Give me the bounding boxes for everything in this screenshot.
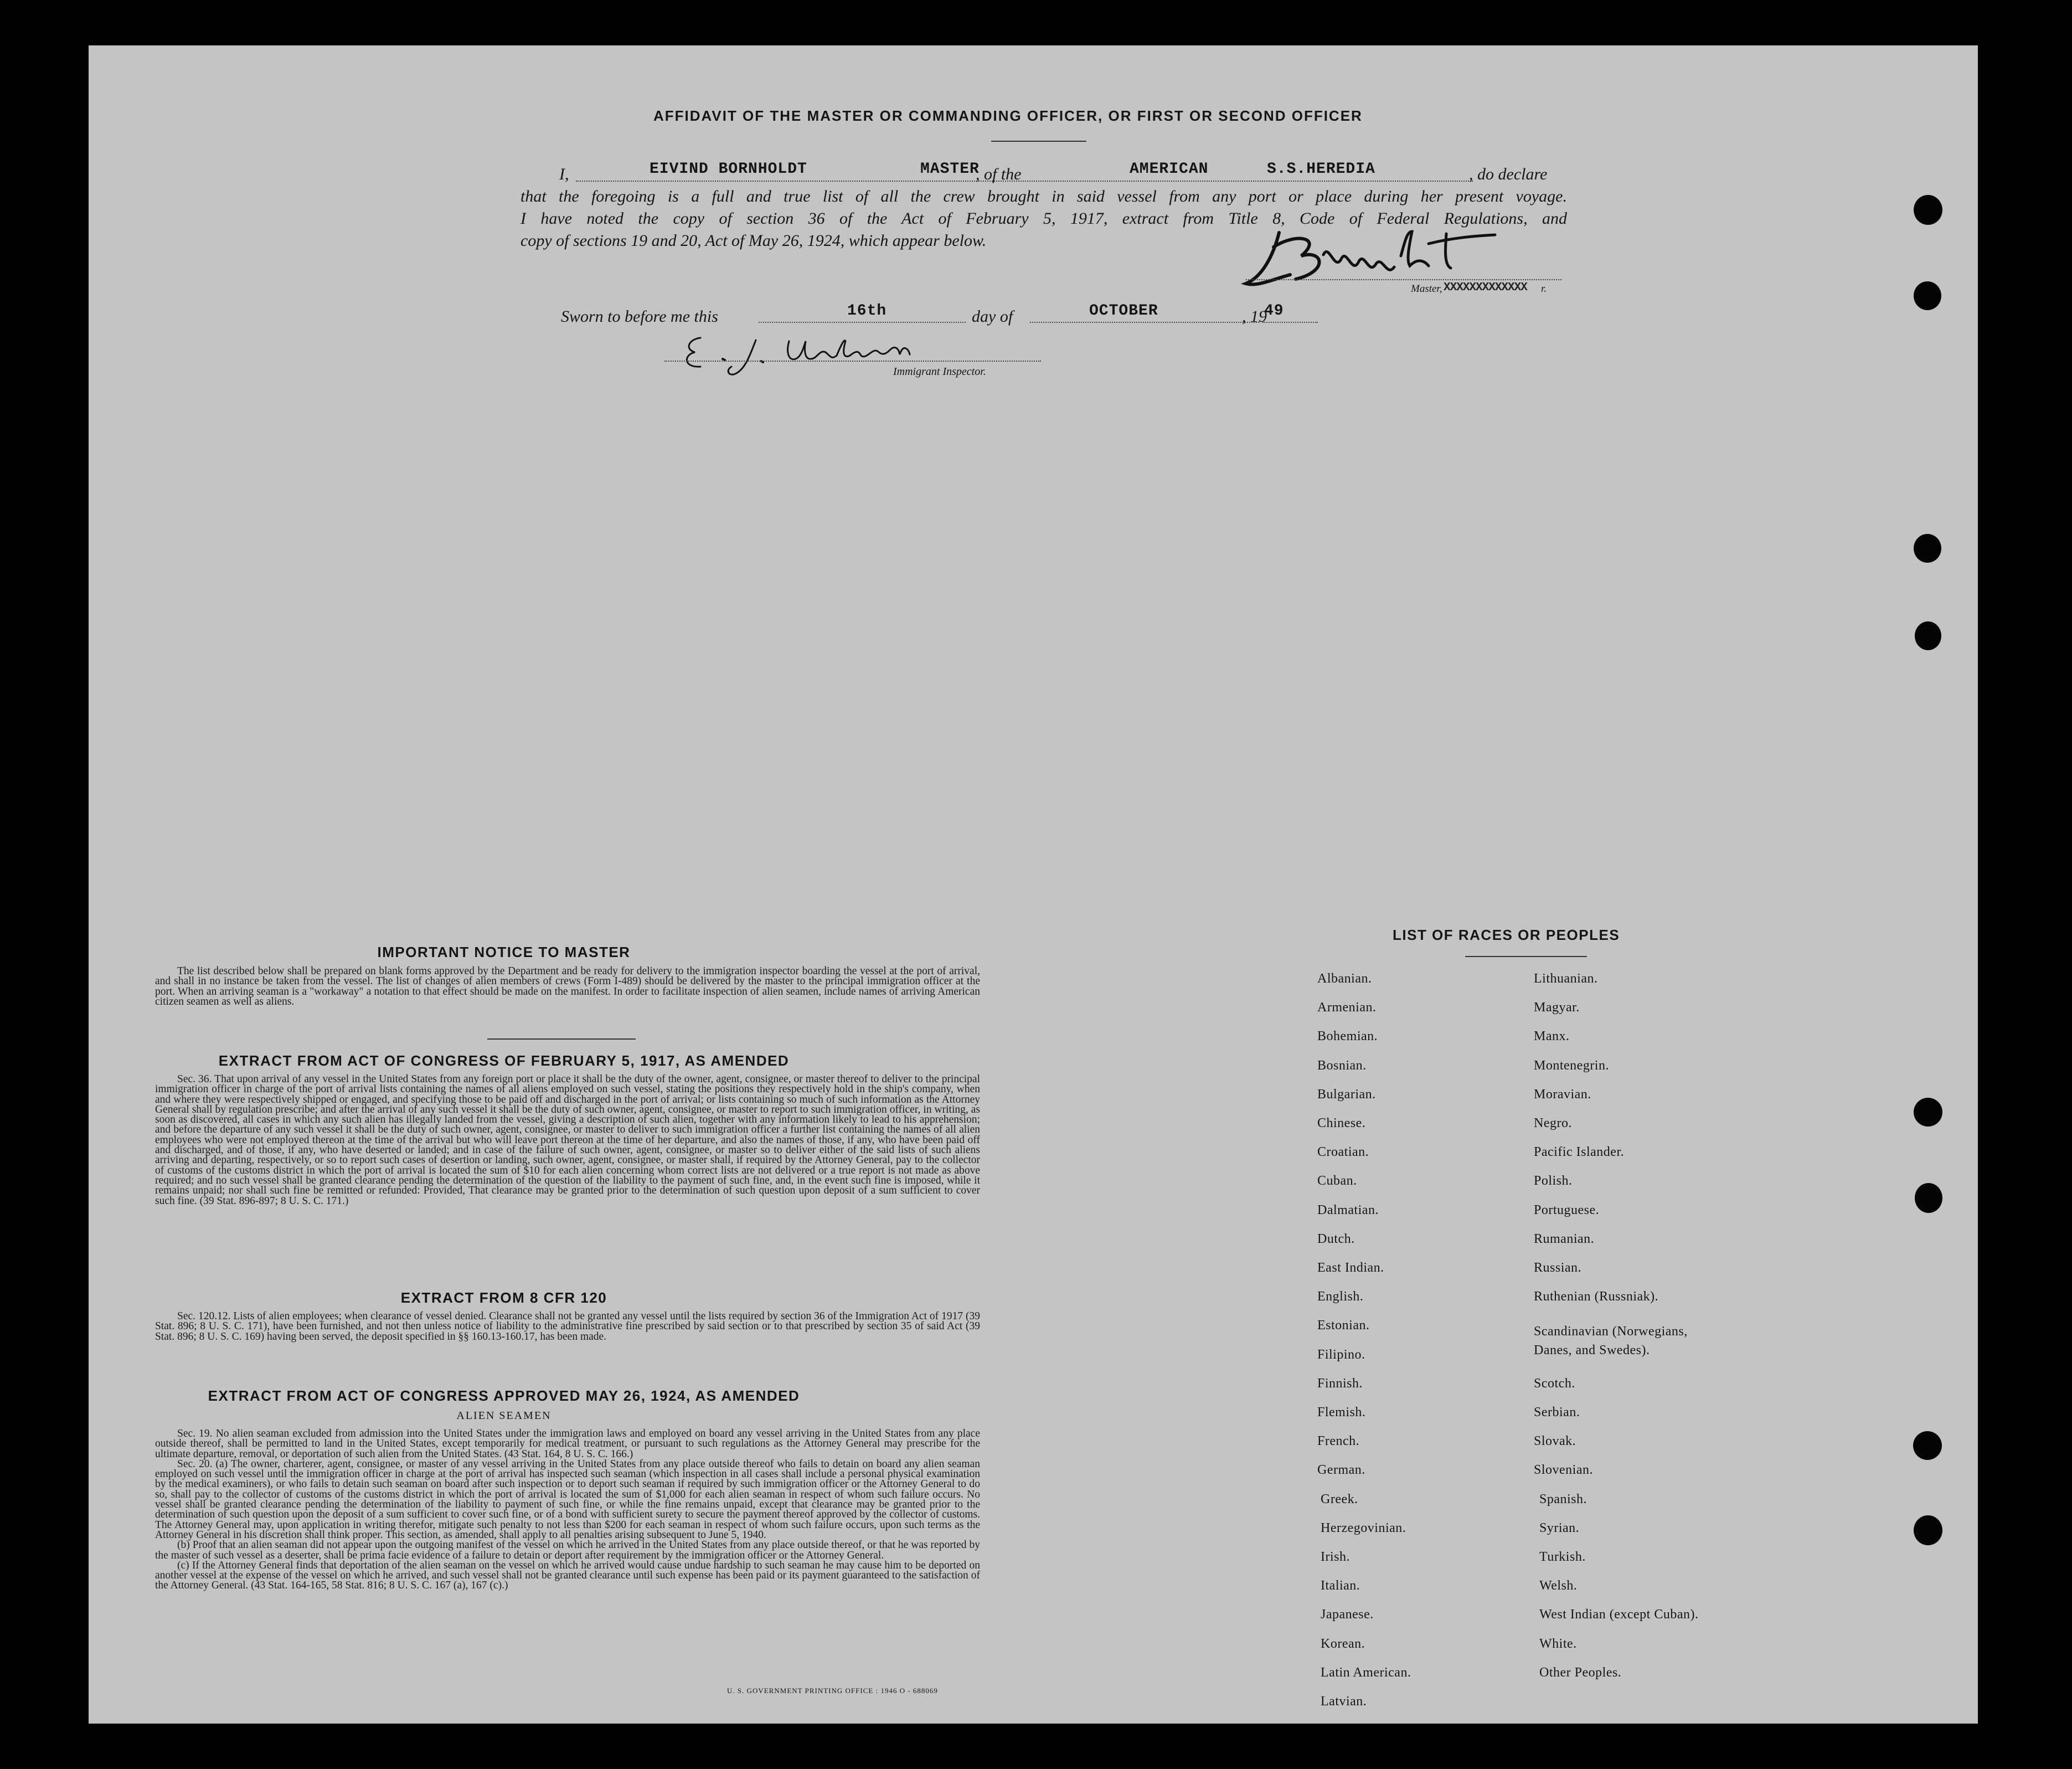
race-item: Finnish.: [1317, 1376, 1363, 1391]
race-item: Cuban.: [1317, 1174, 1357, 1188]
section-19-paragraph: Sec. 19. No alien seaman excluded from admission into the United States under the immigration laws and employed on board any vessel arriving in the United States from any place outside thereof, shall be permitted to land in the United States, except temporarily for medical treatment, or pursuant to such regulations as the Attorney General may prescribe for the ultimate departure, removal, or deportation of such alien from the United States. (43 Stat. 164, 8 U. S. C. 166.): [155, 1428, 980, 1460]
printing-office-imprint: U. S. GOVERNMENT PRINTING OFFICE : 1946 O - 688069: [727, 1686, 938, 1695]
race-item: Albanian.: [1317, 971, 1372, 986]
race-item: Pacific Islander.: [1534, 1145, 1625, 1159]
race-item: West Indian (except Cuban).: [1539, 1607, 1699, 1622]
race-item: Other Peoples.: [1539, 1665, 1622, 1680]
race-item: Lithuanian.: [1534, 971, 1598, 986]
notice-paragraph: The list described below shall be prepared on blank forms approved by the Department and be ready for delivery to the immigration inspector boarding the vessel at the port of arrival, and shall in no instance be taken from the vessel. The list of changes of alien members of crews (Form I-489) should be delivered by the master to the principal immigration officer at the port. When an arriving seaman is a "workaway" a notation to that effect should be made on the manifest. In order to facilitate inspection of alien seamen, include names of arriving American citizen seamen as well as aliens.: [155, 965, 980, 1007]
race-item: Flemish.: [1317, 1405, 1366, 1420]
inspector-label: Immigrant Inspector.: [893, 366, 986, 378]
extract-1924-text: [155, 1429, 980, 1591]
section-20a-paragraph: Sec. 20. (a) The owner, charterer, agent, consignee, or master of any vessel arriving in the United States from any place outside thereof who fails to detain on board any alien seaman employed on such vessel until the immigration officer in charge at the port of arrival has inspected such seaman (which inspection in all cases shall include a personal physical examination by the medical examiners), or who fails to detain such seaman on board after such inspection or to deport such seaman if required by such immigration officer or the Attorney General to do so, shall pay to the collector of customs of the customs district in which the port of arrival is located the sum of $1,000 for each alien seaman in respect of whom such failure occurs. No vessel shall be granted clearance pending the determination of the liability to payment of such fine, or while the fine remains unpaid, except that clearance may be granted prior to the determination of such question upon the deposit of a sum sufficient to cover such fine, or of a bond with sufficient surety to secure the payment thereof approved by the collector of customs. The Attorney General may, upon application in writing therefor, mitigate such penalty to not less than $200 for each seaman in respect of whom such failure occurs, upon such terms as the Attorney General in his discretion shall think proper. This section, as amended, shall apply to all penalties arising subsequent to June 5, 1940.: [155, 1458, 980, 1541]
declarant-i: I,: [559, 165, 569, 183]
extract-1917-title: EXTRACT FROM ACT OF CONGRESS OF FEBRUARY 5, 1917, AS AMENDED: [218, 1052, 790, 1069]
punch-hole: [1914, 281, 1941, 310]
race-item: Manx.: [1534, 1029, 1570, 1043]
sworn-month: OCTOBER: [1089, 302, 1158, 320]
punch-hole: [1915, 621, 1941, 650]
race-item: Ruthenian (Russniak).: [1534, 1289, 1659, 1304]
race-item: Moravian.: [1534, 1087, 1591, 1102]
notice-divider: [487, 1038, 636, 1040]
section-36-paragraph: Sec. 36. That upon arrival of any vessel in the United States from any foreign port or place it shall be the duty of the owner, agent, consignee, or master thereof to deliver to the principal immigration officer in charge of the port of arrival lists containing the names of all aliens employed on such vessel, stating the positions they respectively hold in the ship's company, when and where they were respectively shipped or engaged, and specifying those to be paid off and discharged in the port of arrival; or lists containing so much of such information as the Attorney General shall by regulation prescribe; and after the arrival of any such vessel it shall be the duty of such owner, agent, consignee, or master to report to such immigration officer, in writing, as soon as discovered, all cases in which any such alien has illegally landed from the vessel, giving a description of such alien, together with any information likely to lead to his apprehension; and before the departure of any such vessel it shall be the duty of such owner, agent, consignee, or master to deliver to such immigration officer a further list containing the names of all alien employees who were not employed thereon at the time of the arrival but who will leave port thereon at the time of her departure, and also the names of those, if any, who have been paid off and discharged, and of those, if any, who have deserted or landed; and in case of the failure of such owner, agent, consignee, or master so to deliver either of the said lists of such aliens arriving and departing, respectively, or so to report such cases of desertion or landing, such owner, agent, consignee, or master shall, if required by the Attorney General, pay to the collector of customs of the customs district in which the port of arrival is located the sum of $10 for each alien concerning whom correct lists are not delivered or a true report is not made as above required; and no such vessel shall be granted clearance pending the determination of the question of the liability to the payment of such fine, and, in the event such fine is imposed, while it remains unpaid; nor shall such fine be remitted or refunded: Provided, That clearance may be granted prior to the determination of such question upon deposit of a sum sufficient to cover such fine. (39 Stat. 896-897; 8 U. S. C. 171.): [155, 1073, 980, 1207]
race-item: Scandinavian (Norwegians,: [1534, 1324, 1688, 1339]
race-item: Dalmatian.: [1317, 1203, 1379, 1217]
section-20c-paragraph: (c) If the Attorney General finds that deportation of the alien seaman on the vessel on which he arrived would cause undue hardship to such seaman he may cause him to be deported on another vessel at the expense of the vessel on which he arrived, and such vessel shall not be granted clearance until such expense has been paid or its payment guaranteed to the satisfaction of the Attorney General. (43 Stat. 164-165, 58 Stat. 816; 8 U. S. C. 167 (a), 167 (c).): [155, 1559, 980, 1592]
race-item: Latin American.: [1321, 1665, 1411, 1680]
race-item: French.: [1317, 1434, 1360, 1448]
section-20b-paragraph: (b) Proof that an alien seaman did not appear upon the outgoing manifest of the vessel on which he arrived in the United States from any place outside thereof, or that he was reported by the master of such vessel as a deserter, shall be prima facie evidence of a failure to detain or deport after requirement by the immigration officer or the Attorney General.: [155, 1539, 980, 1561]
do-declare-text: , do declare: [1469, 165, 1548, 183]
declaration-line: [576, 181, 1473, 182]
declaration-line-4: copy of sections 19 and 20, Act of May 26, 1924, which appear below.: [520, 232, 987, 250]
inspector-signature-line: [664, 361, 1041, 362]
master-name: EIVIND BORNHOLDT: [650, 161, 807, 178]
race-item: Bohemian.: [1317, 1029, 1378, 1043]
punch-hole: [1914, 1515, 1942, 1545]
month-line: [1030, 322, 1259, 323]
race-item: Greek.: [1321, 1492, 1358, 1506]
race-item: Danes, and Swedes).: [1534, 1343, 1650, 1357]
master-title-struck: XXXXXXXXXXXXX: [1444, 281, 1527, 294]
year-prefix: , 19: [1242, 307, 1267, 326]
punch-hole: [1913, 1431, 1942, 1460]
race-item: Estonian.: [1317, 1318, 1370, 1333]
race-item: Magyar.: [1534, 1000, 1580, 1015]
race-item: Irish.: [1321, 1550, 1350, 1564]
race-item: Bosnian.: [1317, 1058, 1367, 1073]
punch-hole: [1914, 1098, 1942, 1127]
race-item: Spanish.: [1539, 1492, 1587, 1506]
extract-cfr-text: [155, 1312, 980, 1342]
declaration-line-3: I have noted the copy of section 36 of the Act of February 5, 1917, extract from Title 8, Code of Federal Regulations, and: [520, 209, 1567, 228]
race-item: Bulgarian.: [1317, 1087, 1376, 1102]
race-item: Slovenian.: [1534, 1463, 1593, 1477]
race-item: Serbian.: [1534, 1405, 1580, 1420]
race-item: Scotch.: [1534, 1376, 1575, 1391]
cfr-paragraph: Sec. 120.12. Lists of alien employees; when clearance of vessel denied. Clearance shall not be granted any vessel until the lists required by section 36 of the Immigration Act of 1917 (39 Stat. 896; 8 U. S. C. 171), have been furnished, and not then unless notice of liability to the administrative fine prescribed by said section or to that prescribed by section 35 of said Act (39 Stat. 896; 8 U. S. C. 169) having been served, the deposit specified in §§ 160.13-160.17, has been made.: [155, 1310, 980, 1343]
race-item: Slovak.: [1534, 1434, 1576, 1448]
notice-title: IMPORTANT NOTICE TO MASTER: [377, 944, 631, 960]
race-item: Croatian.: [1317, 1145, 1369, 1159]
extract-cfr-title: EXTRACT FROM 8 CFR 120: [400, 1289, 607, 1306]
races-divider: [1465, 956, 1587, 957]
sworn-year: 49: [1264, 302, 1284, 320]
notice-text: [155, 966, 980, 1007]
master-label-end: r.: [1541, 283, 1547, 295]
race-item: Negro.: [1534, 1116, 1572, 1130]
race-item: Montenegrin.: [1534, 1058, 1609, 1073]
master-label: Master,: [1411, 283, 1442, 295]
day-of-text: day of: [972, 307, 1013, 326]
punch-hole: [1914, 195, 1942, 225]
race-item: White.: [1539, 1637, 1577, 1651]
extract-1917-text: [155, 1074, 980, 1206]
declaration-line-2: that the foregoing is a full and true list of all the crew brought in said vessel from any port or place during her present voyage.: [520, 187, 1567, 205]
punch-hole: [1915, 1183, 1942, 1213]
race-item: Filipino.: [1317, 1348, 1365, 1362]
race-item: German.: [1317, 1463, 1365, 1477]
master-rank: MASTER: [920, 161, 980, 178]
race-item: Russian.: [1534, 1261, 1582, 1275]
races-title: LIST OF RACES OR PEOPLES: [1393, 927, 1620, 943]
race-item: Polish.: [1534, 1174, 1573, 1188]
vessel-name: S.S.HEREDIA: [1267, 161, 1375, 178]
extract-1924-title: EXTRACT FROM ACT OF CONGRESS APPROVED MAY 26, 1924, AS AMENDED: [208, 1387, 800, 1404]
sworn-day: 16th: [847, 302, 887, 320]
race-item: Italian.: [1321, 1578, 1360, 1593]
master-signature-line: [1246, 279, 1561, 280]
race-item: Dutch.: [1317, 1232, 1355, 1246]
punch-hole: [1914, 534, 1941, 563]
race-item: Armenian.: [1317, 1000, 1377, 1015]
race-item: Rumanian.: [1534, 1232, 1595, 1246]
year-line: [1262, 322, 1318, 323]
race-item: Syrian.: [1539, 1521, 1580, 1535]
sworn-text: Sworn to before me this: [561, 307, 718, 326]
race-item: Turkish.: [1539, 1550, 1586, 1564]
alien-seamen-subtitle: ALIEN SEAMEN: [456, 1410, 551, 1422]
of-the-text: , of the: [976, 165, 1022, 183]
title-divider: [991, 141, 1086, 142]
race-item: Japanese.: [1321, 1607, 1374, 1622]
vessel-nationality: AMERICAN: [1130, 161, 1209, 178]
affidavit-title: AFFIDAVIT OF THE MASTER OR COMMANDING OFFICER, OR FIRST OR SECOND OFFICER: [653, 107, 1363, 124]
race-item: Latvian.: [1321, 1694, 1367, 1709]
race-item: Welsh.: [1539, 1578, 1578, 1593]
race-item: Portuguese.: [1534, 1203, 1600, 1217]
day-line: [759, 322, 966, 323]
race-item: Chinese.: [1317, 1116, 1366, 1130]
race-item: English.: [1317, 1289, 1364, 1304]
race-item: Korean.: [1321, 1637, 1365, 1651]
race-item: East Indian.: [1317, 1261, 1384, 1275]
race-item: Herzegovinian.: [1321, 1521, 1406, 1535]
